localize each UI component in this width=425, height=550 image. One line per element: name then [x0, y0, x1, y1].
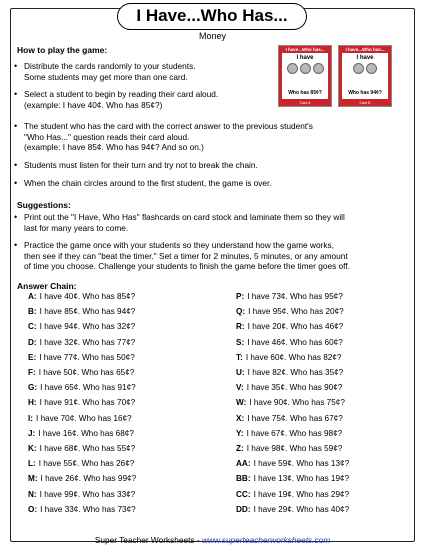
answer-letter: J: — [28, 428, 36, 438]
card-footer: Card B — [359, 101, 371, 105]
answer-letter: DD: — [236, 504, 251, 514]
how-to-play-heading: How to play the game: — [17, 45, 108, 55]
answer-row — [236, 414, 343, 424]
coins-image — [342, 63, 388, 74]
suggestion-line: last for many years to come. — [24, 222, 129, 233]
how-to-play-item — [14, 178, 272, 189]
answer-row — [236, 444, 342, 454]
answer-letter: A: — [28, 292, 37, 301]
answer-letter: U: — [236, 368, 245, 377]
answer-row — [236, 459, 349, 469]
answer-text: I have 60¢. Who has 82¢? — [245, 352, 342, 362]
how-to-play-line: Some students may get more than one card. — [24, 71, 188, 82]
answer-text: I have 65¢. Who has 91¢? — [40, 383, 136, 393]
answer-row — [236, 383, 342, 393]
how-to-play-item — [14, 160, 258, 171]
bullet-icon: • — [14, 212, 18, 222]
answer-text: I have 32¢. Who has 77¢? — [39, 337, 136, 347]
answer-row — [28, 383, 136, 393]
answer-letter: Y: — [236, 428, 244, 438]
card-footer: Card A — [299, 101, 311, 105]
answer-letter: M: — [28, 474, 38, 484]
answer-row — [236, 398, 345, 408]
suggestion-line: of time you choose. Challenge your students to finish the game before the timer goes off. — [24, 261, 350, 271]
answer-text: I have 94¢. Who has 32¢? — [39, 322, 136, 332]
how-to-play-line: Distribute the cards randomly to your students. — [24, 61, 196, 71]
answer-letter: P: — [236, 292, 245, 301]
answer-row — [236, 505, 349, 515]
answer-letter: K: — [28, 444, 37, 453]
how-to-play-item — [14, 121, 313, 153]
bullet-icon: • — [14, 160, 18, 170]
answer-row — [28, 459, 134, 469]
answer-chain-heading: Answer Chain: — [17, 281, 77, 291]
answer-row — [28, 322, 135, 332]
answer-letter: O: — [28, 504, 38, 514]
suggestion-line: Practice the game once with your students so they understand how the game works, — [24, 240, 334, 250]
card-header: I have...Who has... — [285, 47, 325, 52]
answer-text: I have 29¢. Who has 40¢? — [253, 504, 350, 514]
answer-row — [236, 474, 349, 484]
card-header: I have...Who has... — [345, 47, 385, 52]
answer-row — [236, 338, 343, 348]
answer-text: I have 77¢. Who has 50¢? — [39, 352, 135, 362]
sample-card-a — [278, 45, 332, 107]
answer-row — [28, 353, 135, 363]
answer-letter: N: — [28, 489, 37, 499]
answer-row — [236, 307, 344, 317]
answer-row — [28, 429, 134, 439]
answer-letter: C: — [28, 322, 37, 332]
answer-text: I have 99¢. Who has 33¢? — [39, 489, 136, 499]
answer-letter: H: — [28, 398, 37, 408]
answer-text: I have 90¢. Who has 75¢? — [249, 398, 345, 408]
answer-text: I have 33¢. Who has 73¢? — [40, 504, 136, 514]
answer-row — [236, 490, 349, 500]
answer-text: I have 85¢. Who has 94¢? — [39, 307, 136, 317]
answer-letter: D: — [28, 337, 37, 347]
footer-text: Super Teacher Worksheets - — [94, 535, 202, 545]
answer-letter: V: — [236, 383, 244, 393]
answer-text: I have 40¢. Who has 85¢? — [39, 292, 136, 301]
suggestion-line: Print out the "I Have, Who Has" flashcards on card stock and laminate them so they will — [24, 212, 345, 222]
answer-text: I have 50¢. Who has 65¢? — [38, 368, 135, 377]
answer-letter: L: — [28, 459, 36, 469]
answer-text: I have 59¢. Who has 13¢? — [253, 459, 350, 469]
answer-letter: T: — [236, 352, 243, 362]
how-to-play-item — [14, 61, 196, 82]
card-who-has: Who has 94¢? — [348, 90, 382, 96]
how-to-play-line: (example: I have 85¢. Who has 94¢? And so on.) — [24, 142, 204, 152]
answer-text: I have 19¢. Who has 29¢? — [253, 489, 350, 499]
answer-letter: CC: — [236, 489, 251, 499]
page-title: I Have...Who Has... — [117, 3, 307, 30]
how-to-play-item — [14, 89, 219, 110]
suggestions-heading: Suggestions: — [17, 200, 71, 210]
answer-text: I have 70¢. Who has 16¢? — [36, 413, 132, 423]
answer-letter: Q: — [236, 307, 246, 317]
page-subtitle: Money — [198, 31, 226, 41]
answer-text: I have 16¢. Who has 68¢? — [38, 428, 134, 438]
answer-letter: R: — [236, 322, 245, 332]
answer-text: I have 82¢. Who has 35¢? — [247, 368, 344, 377]
answer-row — [28, 368, 134, 378]
how-to-play-line: Students must listen for their turn and try not to break the chain. — [24, 160, 258, 170]
answer-text: I have 46¢. Who has 60¢? — [247, 337, 343, 347]
bullet-icon: • — [14, 178, 18, 188]
answer-text: I have 35¢. Who has 90¢? — [246, 383, 343, 393]
how-to-play-line: "Who Has..." question reads their card aloud. — [24, 131, 190, 142]
bullet-icon: • — [14, 121, 18, 131]
answer-text: I have 95¢. Who has 20¢? — [248, 307, 344, 317]
answer-row — [28, 490, 135, 500]
card-i-have: I have — [356, 55, 374, 61]
footer — [0, 535, 425, 545]
answer-row — [28, 474, 136, 484]
suggestion-line: then see if they can "beat the timer." Set a timer for 2 minutes, 5 minutes, or any amount — [24, 250, 348, 261]
answer-row — [236, 292, 343, 302]
answer-text: I have 91¢. Who has 70¢? — [39, 398, 136, 408]
answer-text: I have 73¢. Who has 95¢? — [247, 292, 343, 301]
card-i-have: I have — [296, 55, 314, 61]
how-to-play-line: (example: I have 40¢. Who has 85¢?) — [24, 99, 163, 110]
bullet-icon: • — [14, 240, 18, 250]
answer-letter: AA: — [236, 459, 251, 469]
answer-row — [28, 398, 135, 408]
how-to-play-line: The student who has the card with the correct answer to the previous student's — [24, 121, 313, 131]
answer-row — [236, 429, 342, 439]
sample-card-b — [338, 45, 392, 107]
how-to-play-line: When the chain circles around to the first student, the game is over. — [24, 178, 272, 188]
suggestion-item — [14, 212, 345, 233]
answer-row — [28, 505, 136, 515]
answer-row — [28, 444, 135, 454]
answer-row — [236, 353, 341, 363]
coins-image — [282, 63, 328, 74]
bullet-icon: • — [14, 61, 18, 71]
answer-row — [28, 338, 135, 348]
answer-letter: E: — [28, 352, 37, 362]
card-who-has: Who has 85¢? — [288, 90, 322, 96]
answer-letter: B: — [28, 307, 37, 317]
answer-text: I have 20¢. Who has 46¢? — [247, 322, 344, 332]
answer-letter: S: — [236, 337, 245, 347]
answer-text: I have 67¢. Who has 98¢? — [246, 428, 343, 438]
answer-row — [28, 414, 132, 424]
answer-text: I have 13¢. Who has 19¢? — [253, 474, 350, 484]
answer-text: I have 98¢. Who has 59¢? — [246, 444, 343, 453]
footer-link[interactable]: www.superteacherworksheets.com — [201, 535, 331, 545]
answer-row — [28, 292, 135, 302]
answer-letter: I: — [28, 413, 34, 423]
answer-row — [236, 368, 343, 378]
how-to-play-line: Select a student to begin by reading their card aloud. — [24, 89, 219, 99]
answer-row — [28, 307, 135, 317]
answer-text: I have 55¢. Who has 26¢? — [38, 459, 135, 469]
bullet-icon: • — [14, 89, 18, 99]
answer-letter: G: — [28, 383, 38, 393]
answer-text: I have 26¢. Who has 99¢? — [40, 474, 137, 484]
answer-text: I have 68¢. Who has 55¢? — [39, 444, 136, 453]
suggestion-item — [14, 240, 350, 272]
answer-row — [236, 322, 343, 332]
answer-letter: BB: — [236, 474, 251, 484]
answer-letter: F: — [28, 368, 36, 377]
answer-text: I have 75¢. Who has 67¢? — [247, 413, 343, 423]
answer-letter: X: — [236, 413, 245, 423]
answer-letter: Z: — [236, 444, 244, 453]
answer-letter: W: — [236, 398, 247, 408]
